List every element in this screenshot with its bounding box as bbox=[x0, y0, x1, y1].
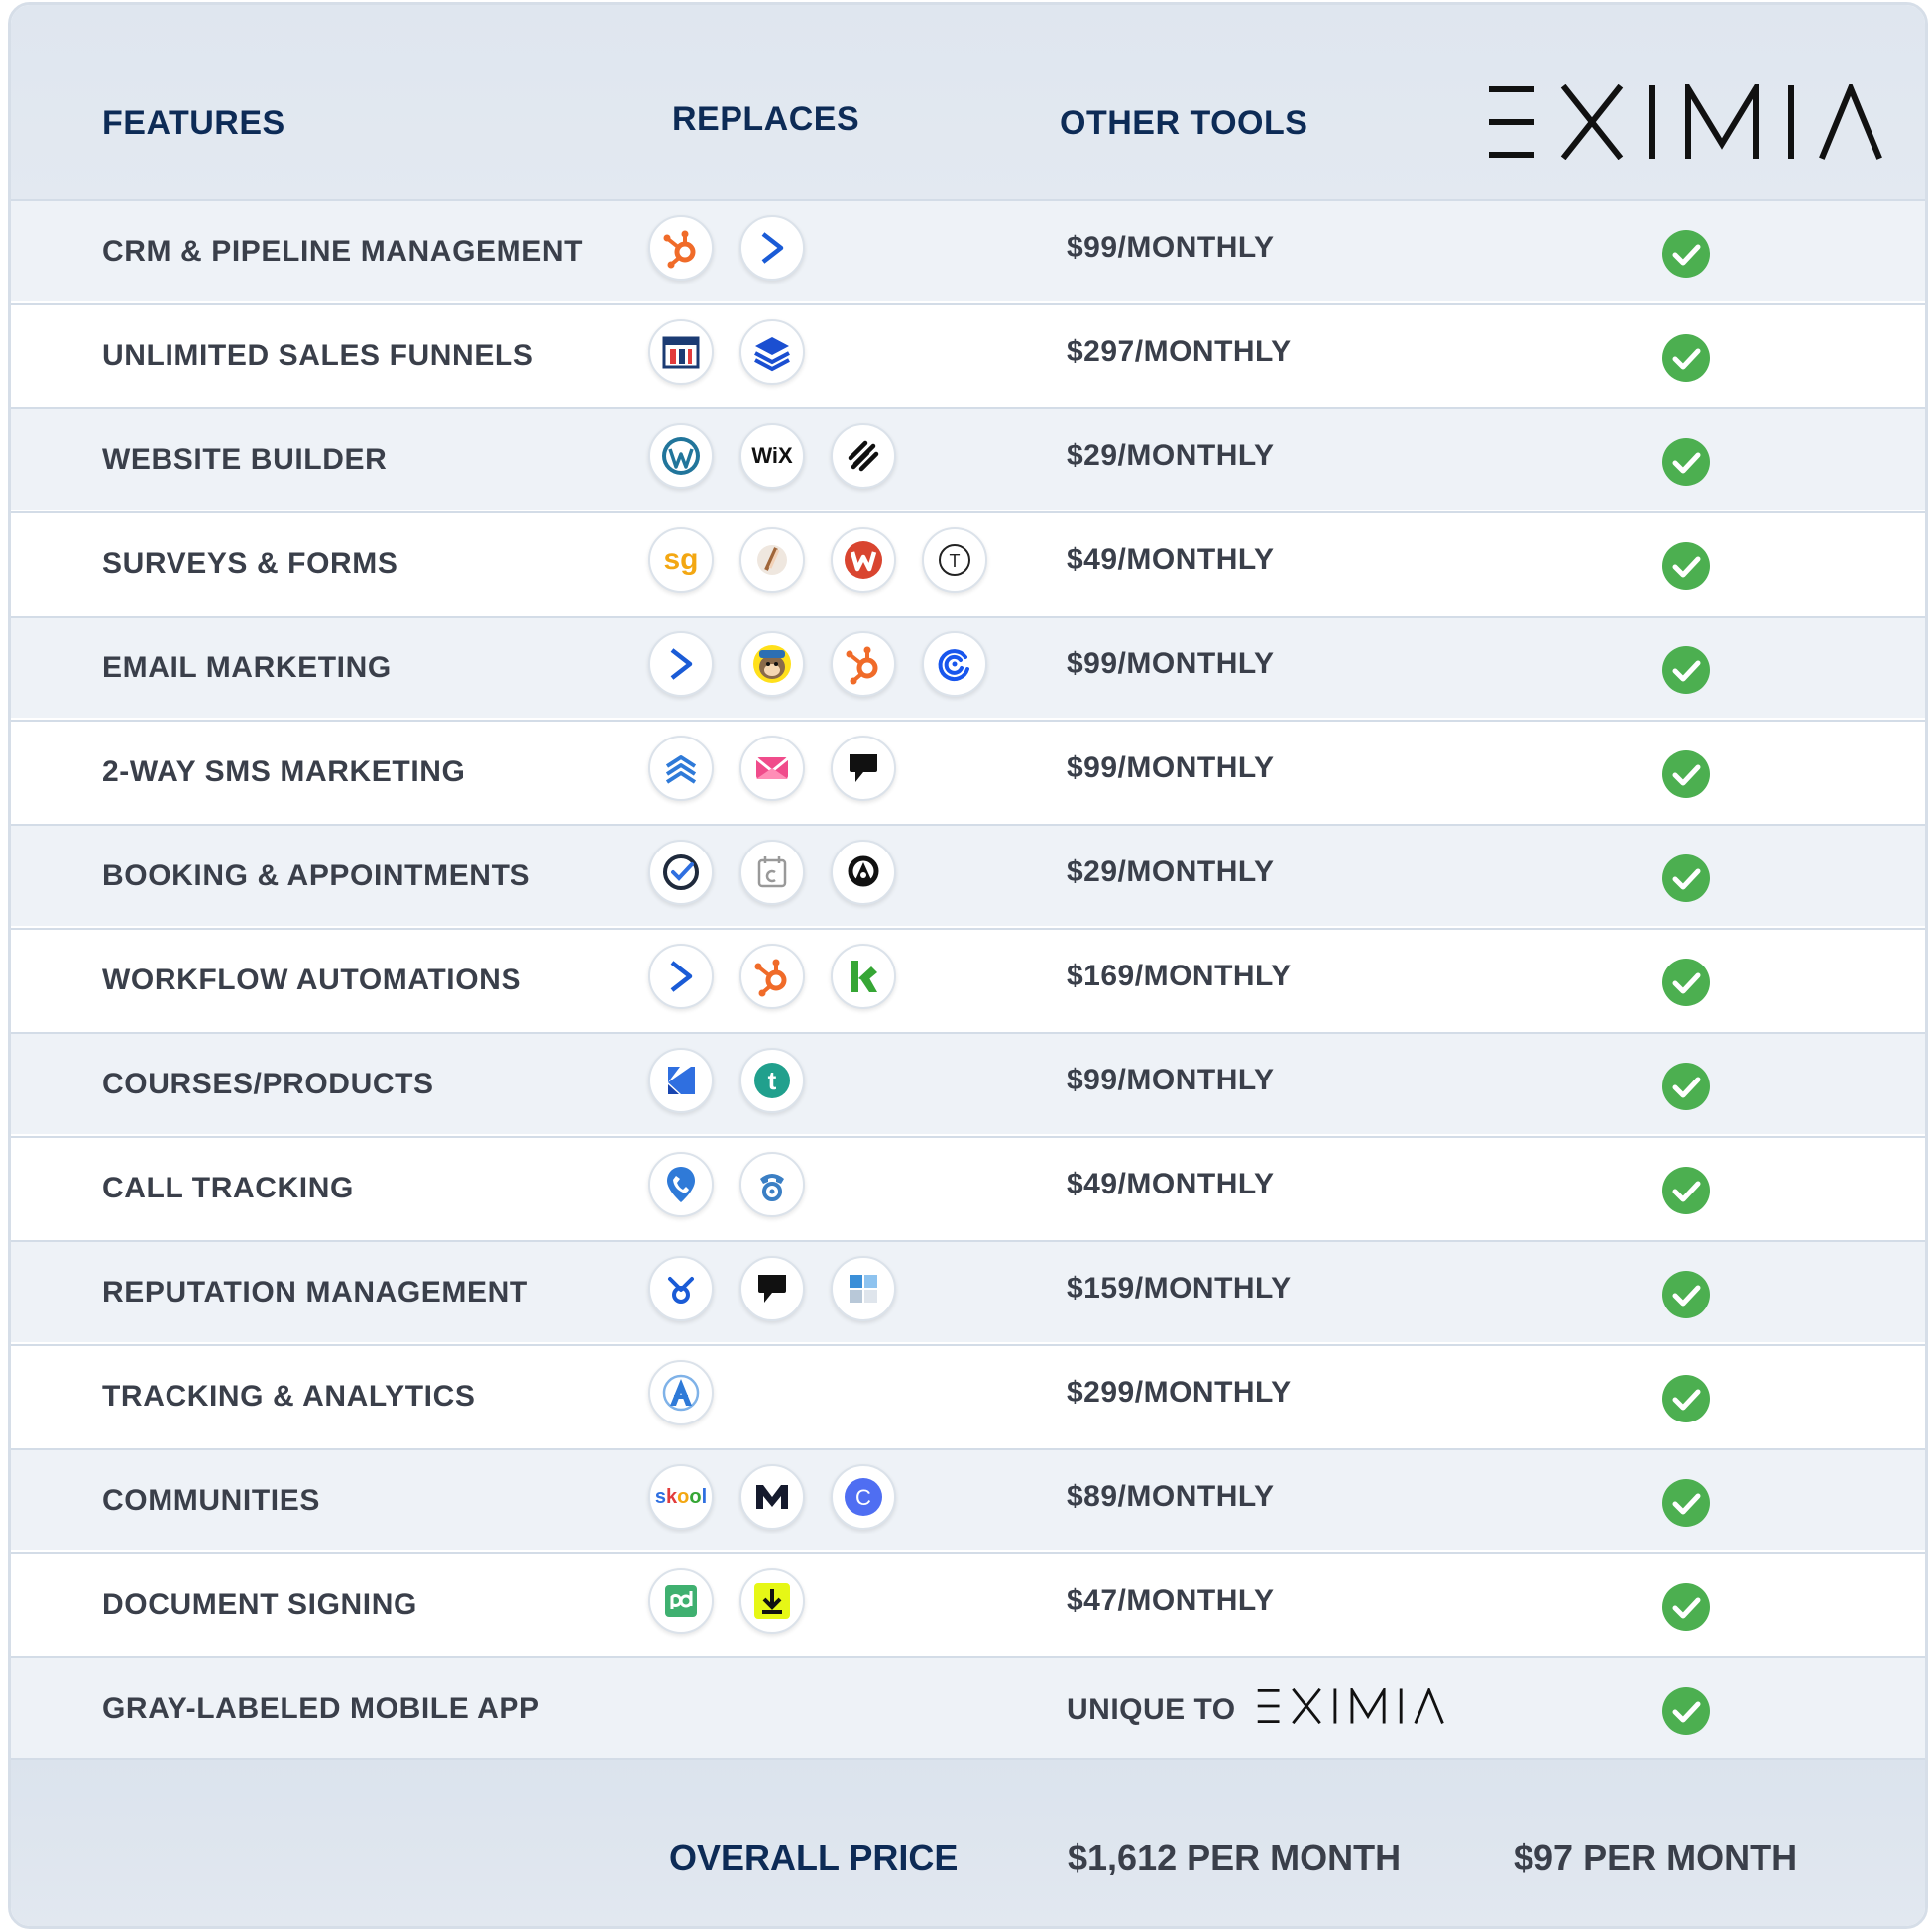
analytics-a-icon bbox=[648, 1360, 714, 1425]
table-row bbox=[11, 1136, 1925, 1238]
feature-label: COMMUNITIES bbox=[102, 1484, 320, 1517]
activecampaign-icon bbox=[739, 215, 805, 281]
unique-label: UNIQUE TO bbox=[1067, 1693, 1236, 1726]
podium-icon bbox=[831, 736, 896, 801]
check-icon bbox=[1661, 1374, 1711, 1423]
feature-label: CRM & PIPELINE MANAGEMENT bbox=[102, 235, 584, 268]
wix-icon: WiX bbox=[739, 423, 805, 489]
eximia-small-logo bbox=[1252, 1688, 1450, 1732]
phone-icon bbox=[739, 1152, 805, 1217]
mailchimp-icon bbox=[739, 631, 805, 697]
price-cell: $99/MONTHLY bbox=[1067, 647, 1275, 680]
table-row bbox=[11, 720, 1925, 822]
table-row bbox=[11, 824, 1925, 926]
svg-text:C: C bbox=[855, 1485, 871, 1510]
feature-label: GRAY-LABELED MOBILE APP bbox=[102, 1692, 540, 1725]
price-cell: $297/MONTHLY bbox=[1067, 335, 1292, 368]
table-row bbox=[11, 511, 1925, 614]
kajabi-icon bbox=[648, 1048, 714, 1113]
feature-label: BOOKING & APPOINTMENTS bbox=[102, 859, 531, 892]
wordpress-icon bbox=[648, 423, 714, 489]
price-cell: $169/MONTHLY bbox=[1067, 960, 1292, 992]
feature-label: UNLIMITED SALES FUNNELS bbox=[102, 339, 534, 372]
hubspot-icon bbox=[648, 215, 714, 281]
layers-icon bbox=[739, 319, 805, 385]
check-icon bbox=[1661, 1270, 1711, 1319]
jotform-icon bbox=[739, 527, 805, 593]
header-features: FEATURES bbox=[102, 104, 285, 142]
mighty-icon bbox=[739, 1464, 805, 1530]
location-pin-icon bbox=[648, 1152, 714, 1217]
price-cell: $89/MONTHLY bbox=[1067, 1480, 1275, 1513]
header-replaces: REPLACES bbox=[672, 100, 860, 138]
birdeye-icon bbox=[648, 1256, 714, 1321]
feature-label: TRACKING & ANALYTICS bbox=[102, 1380, 476, 1413]
podium-icon bbox=[739, 1256, 805, 1321]
check-icon bbox=[1661, 645, 1711, 695]
price-cell: $49/MONTHLY bbox=[1067, 543, 1275, 576]
table-row bbox=[11, 928, 1925, 1030]
check-icon bbox=[1661, 1166, 1711, 1215]
skool-icon: skool bbox=[648, 1464, 714, 1530]
table-footer bbox=[11, 1758, 1925, 1929]
price-cell: $299/MONTHLY bbox=[1067, 1376, 1292, 1409]
check-icon bbox=[1661, 1478, 1711, 1528]
eximia-total: $97 PER MONTH bbox=[1514, 1837, 1798, 1877]
feature-label: WORKFLOW AUTOMATIONS bbox=[102, 964, 522, 996]
puzzle-icon bbox=[831, 1256, 896, 1321]
price-cell: $47/MONTHLY bbox=[1067, 1584, 1275, 1617]
header-other-tools: OTHER TOOLS bbox=[1060, 104, 1308, 142]
activecampaign-icon bbox=[648, 631, 714, 697]
check-icon bbox=[1661, 853, 1711, 903]
check-circle-icon bbox=[648, 840, 714, 905]
price-cell: $29/MONTHLY bbox=[1067, 855, 1275, 888]
check-icon bbox=[1661, 541, 1711, 591]
activecampaign-icon bbox=[648, 944, 714, 1009]
check-icon bbox=[1661, 1686, 1711, 1736]
feature-label: CALL TRACKING bbox=[102, 1172, 354, 1204]
table-row bbox=[11, 1032, 1925, 1134]
feature-label: WEBSITE BUILDER bbox=[102, 443, 388, 476]
check-icon bbox=[1661, 958, 1711, 1007]
eximia-logo bbox=[1488, 84, 1884, 165]
price-cell: $49/MONTHLY bbox=[1067, 1168, 1275, 1200]
check-icon bbox=[1661, 437, 1711, 487]
hubspot-icon bbox=[831, 631, 896, 697]
svg-text:T: T bbox=[949, 551, 961, 571]
download-icon bbox=[739, 1568, 805, 1634]
envelope-icon bbox=[739, 736, 805, 801]
feature-label: DOCUMENT SIGNING bbox=[102, 1588, 417, 1621]
price-cell: $99/MONTHLY bbox=[1067, 751, 1275, 784]
table-row bbox=[11, 199, 1925, 301]
feature-label: 2-WAY SMS MARKETING bbox=[102, 755, 466, 788]
clickfunnels-icon bbox=[648, 319, 714, 385]
table-row bbox=[11, 407, 1925, 510]
check-icon bbox=[1661, 749, 1711, 799]
acuity-icon bbox=[831, 840, 896, 905]
feature-label: REPUTATION MANAGEMENT bbox=[102, 1276, 528, 1308]
table-row bbox=[11, 1240, 1925, 1342]
feature-label: EMAIL MARKETING bbox=[102, 651, 392, 684]
surveygizmo-icon: sg bbox=[648, 527, 714, 593]
table-header bbox=[11, 5, 1925, 199]
table-row bbox=[11, 1656, 1925, 1759]
check-icon bbox=[1661, 229, 1711, 279]
circle-c-icon bbox=[831, 1464, 896, 1530]
table-row bbox=[11, 1552, 1925, 1654]
feature-label: COURSES/PRODUCTS bbox=[102, 1068, 434, 1100]
keap-icon bbox=[831, 944, 896, 1009]
price-cell: $159/MONTHLY bbox=[1067, 1272, 1292, 1305]
hubspot-icon bbox=[739, 944, 805, 1009]
check-icon bbox=[1661, 333, 1711, 383]
teachable-icon bbox=[739, 1048, 805, 1113]
table-row bbox=[11, 616, 1925, 718]
calendar-icon bbox=[739, 840, 805, 905]
constantcontact-icon bbox=[922, 631, 987, 697]
svg-text:t: t bbox=[767, 1066, 777, 1095]
typeform-icon bbox=[922, 527, 987, 593]
check-icon bbox=[1661, 1062, 1711, 1111]
table-row bbox=[11, 1448, 1925, 1550]
table-row bbox=[11, 1344, 1925, 1446]
squarespace-icon bbox=[831, 423, 896, 489]
feature-label: SURVEYS & FORMS bbox=[102, 547, 398, 580]
table-row bbox=[11, 303, 1925, 405]
comparison-table bbox=[8, 2, 1928, 1929]
price-cell: $99/MONTHLY bbox=[1067, 1064, 1275, 1096]
price-cell bbox=[1067, 1688, 1450, 1732]
check-icon bbox=[1661, 1582, 1711, 1632]
chevrons-icon bbox=[648, 736, 714, 801]
other-tools-total: $1,612 PER MONTH bbox=[1068, 1837, 1402, 1877]
pandadoc-icon bbox=[648, 1568, 714, 1634]
wufoo-icon bbox=[831, 527, 896, 593]
overall-price-label: OVERALL PRICE bbox=[669, 1837, 959, 1877]
price-cell: $29/MONTHLY bbox=[1067, 439, 1275, 472]
price-cell: $99/MONTHLY bbox=[1067, 231, 1275, 264]
